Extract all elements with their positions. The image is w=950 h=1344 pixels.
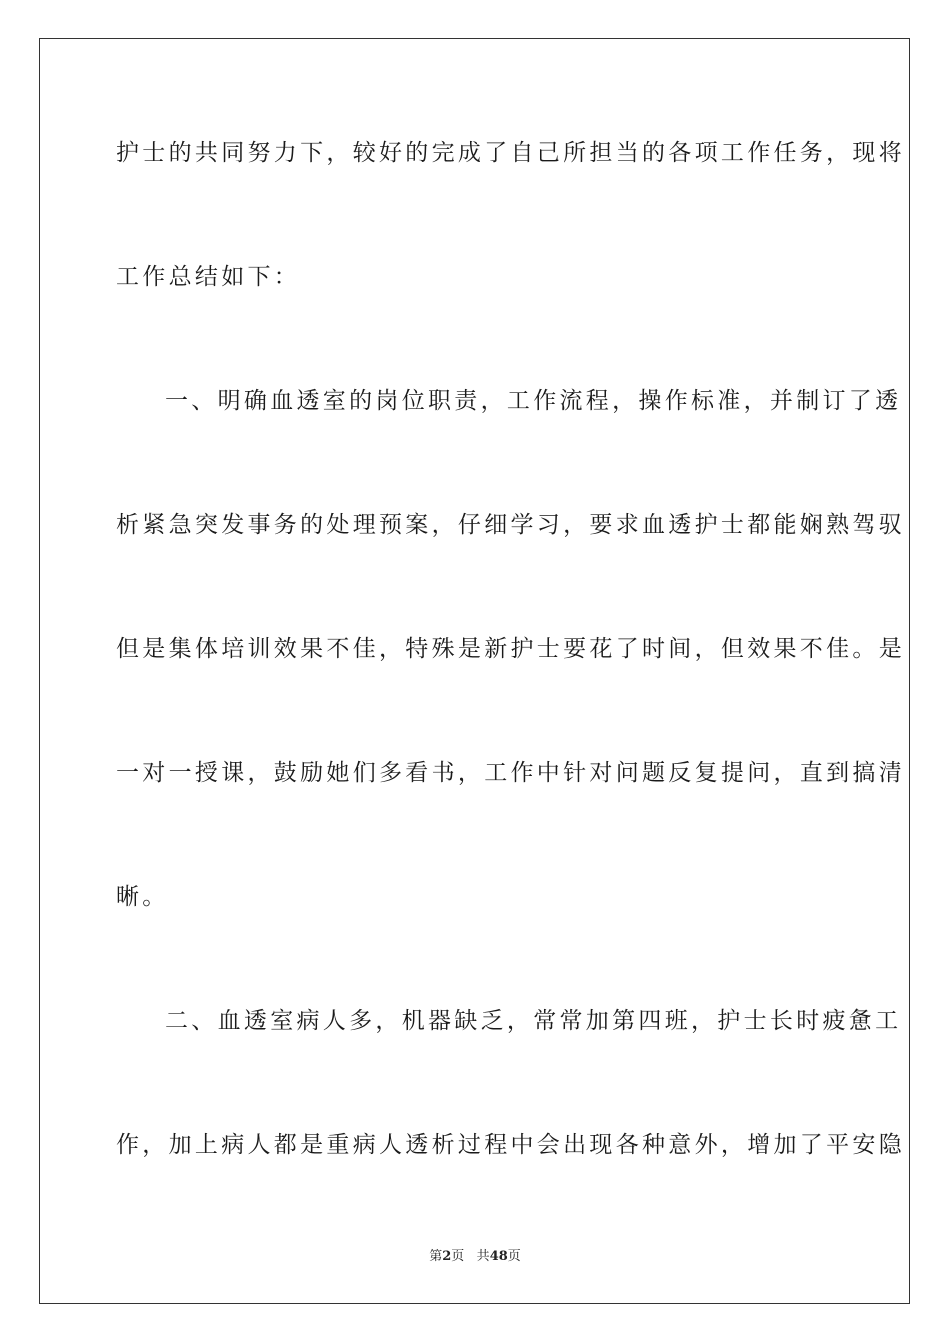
text-line-4: 析紧急突发事务的处理预案，仔细学习，要求血透护士都能娴熟驾驭	[116, 512, 905, 538]
text-line-2: 工作总结如下：	[116, 264, 301, 290]
footer-total-prefix: 共	[476, 1249, 490, 1264]
footer-page-suffix: 页	[451, 1249, 465, 1264]
text-line-3: 一、明确血透室的岗位职责，工作流程，操作标准，并制订了透	[165, 388, 902, 414]
page-border	[39, 38, 910, 1304]
page-footer	[0, 1248, 950, 1266]
text-line-5: 但是集体培训效果不佳，特殊是新护士要花了时间，但效果不佳。是	[116, 636, 905, 662]
text-line-6: 一对一授课，鼓励她们多看书，工作中针对问题反复提问，直到搞清	[116, 760, 905, 786]
text-line-9: 作，加上病人都是重病人透析过程中会出现各种意外，增加了平安隐	[116, 1132, 905, 1158]
text-line-7: 晰。	[116, 884, 169, 910]
text-line-1: 护士的共同努力下，较好的完成了自己所担当的各项工作任务，现将	[116, 140, 905, 166]
footer-page-prefix: 第	[429, 1249, 443, 1264]
footer-total-suffix: 页	[507, 1249, 521, 1264]
footer-page-number: 2	[442, 1249, 452, 1264]
footer-total-pages: 48	[489, 1249, 508, 1264]
text-line-8: 二、血透室病人多，机器缺乏，常常加第四班，护士长时疲惫工	[165, 1008, 902, 1034]
